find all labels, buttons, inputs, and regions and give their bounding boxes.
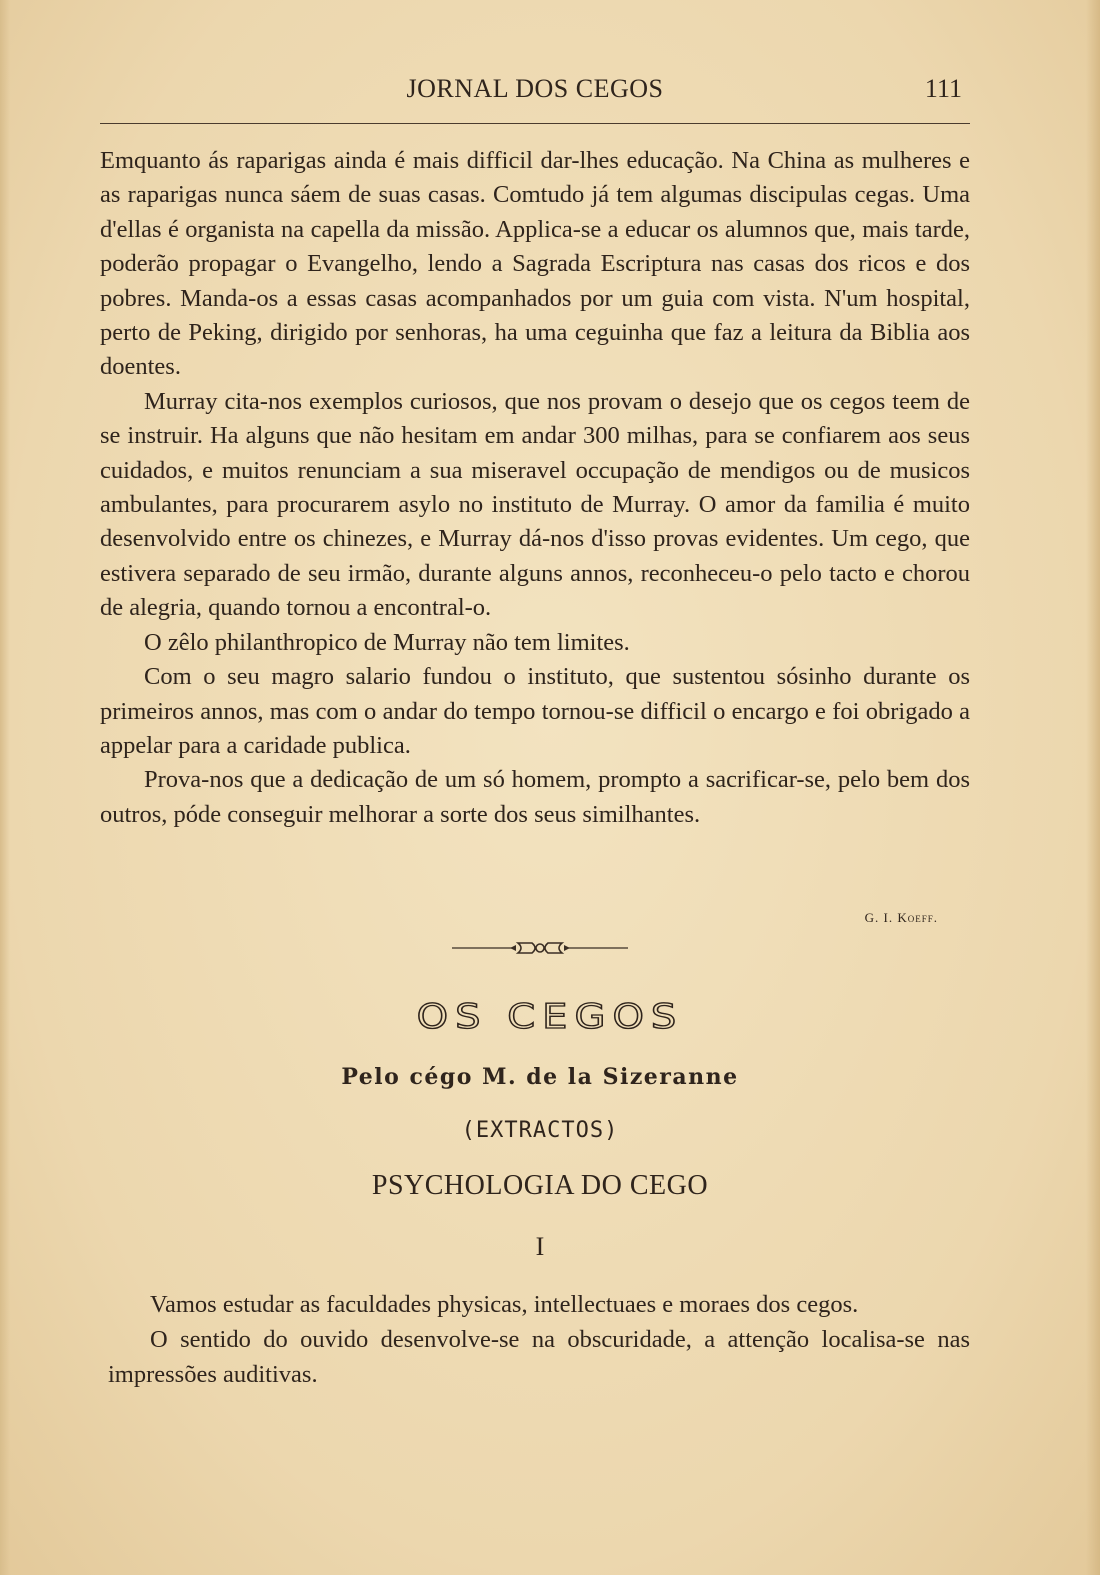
extracts-note: (EXTRACTOS): [461, 1118, 619, 1143]
signature-name: Koeff.: [897, 910, 938, 925]
paragraph: Emquanto ás raparigas ainda é mais difficil dar-lhes educação. Na China as mulheres e as raparigas nunca sáem de suas casas. Comtudo já tem algumas discipulas cegas. Uma d'ellas é organista na capella da missão. Applica-se a educar os alumnos que, mais tarde, poderão propagar o Evangelho, lendo a Sagrada Escriptura nas casas dos ricos e dos pobres. Manda-os a essas casas acompanhados por um guia com vista. N'um hospital, perto de Peking, dirigido por senhoras, ha uma ceguinha que faz a leitura da Biblia aos doentes.: [100, 147, 970, 381]
ornament-divider: [452, 938, 628, 958]
paragraph: Com o seu magro salario fundou o instituto, que sustentou sósinho durante os primeiros annos, mas com o andar do tempo tornou-se difficil o encargo e foi obrigado a appelar para a caridade publica.: [100, 663, 970, 759]
paragraph: O sentido do ouvido desenvolve-se na obscuridade, a attenção localisa-se nas impressões auditivas.: [108, 1326, 970, 1388]
byline: Pelo cégo M. de la Sizeranne: [341, 1064, 739, 1090]
journal-title: JORNAL DOS CEGOS: [406, 74, 664, 103]
page-number: 111: [924, 74, 962, 103]
page-edge-left: [0, 0, 10, 1575]
section-number: I: [535, 1232, 545, 1261]
article-body: [100, 144, 970, 832]
chapter-subtitle: PSYCHOLOGIA DO CEGO: [371, 1170, 709, 1201]
paragraph: Prova-nos que a dedicação de um só homem, prompto a sacrificar-se, pelo bem dos outros, póde conseguir melhorar a sorte dos seus similhantes.: [100, 766, 970, 828]
running-header: [100, 74, 970, 110]
paragraph: Vamos estudar as faculdades physicas, intellectuaes e moraes dos cegos.: [150, 1291, 859, 1318]
chapter-body: [108, 1287, 970, 1392]
author-signature: [865, 910, 938, 926]
paragraph: O zêlo philanthropico de Murray não tem limites.: [144, 628, 630, 656]
signature-initials: G. I.: [864, 910, 898, 925]
header-rule: [100, 123, 970, 124]
page-edge-right: [1086, 0, 1100, 1575]
paragraph: Murray cita-nos exemplos curiosos, que nos provam o desejo que os cegos teem de se instruir. Ha alguns que não hesitam em andar 300 milhas, para se confiarem aos seus cuidados, e muitos renunciam a sua miseravel occupação de mendigos ou de musicos ambulantes, para procurarem asylo no instituto de Murray. O amor da familia é muito desenvolvido entre os chinezes, e Murray dá-nos d'isso provas evidentes. Um cego, que estivera separado de seu irmão, durante alguns annos, reconheceu-o pelo tacto e chorou de alegria, quando tornou a encontral-o.: [100, 387, 970, 622]
section-title: OS CEGOS: [416, 997, 684, 1037]
